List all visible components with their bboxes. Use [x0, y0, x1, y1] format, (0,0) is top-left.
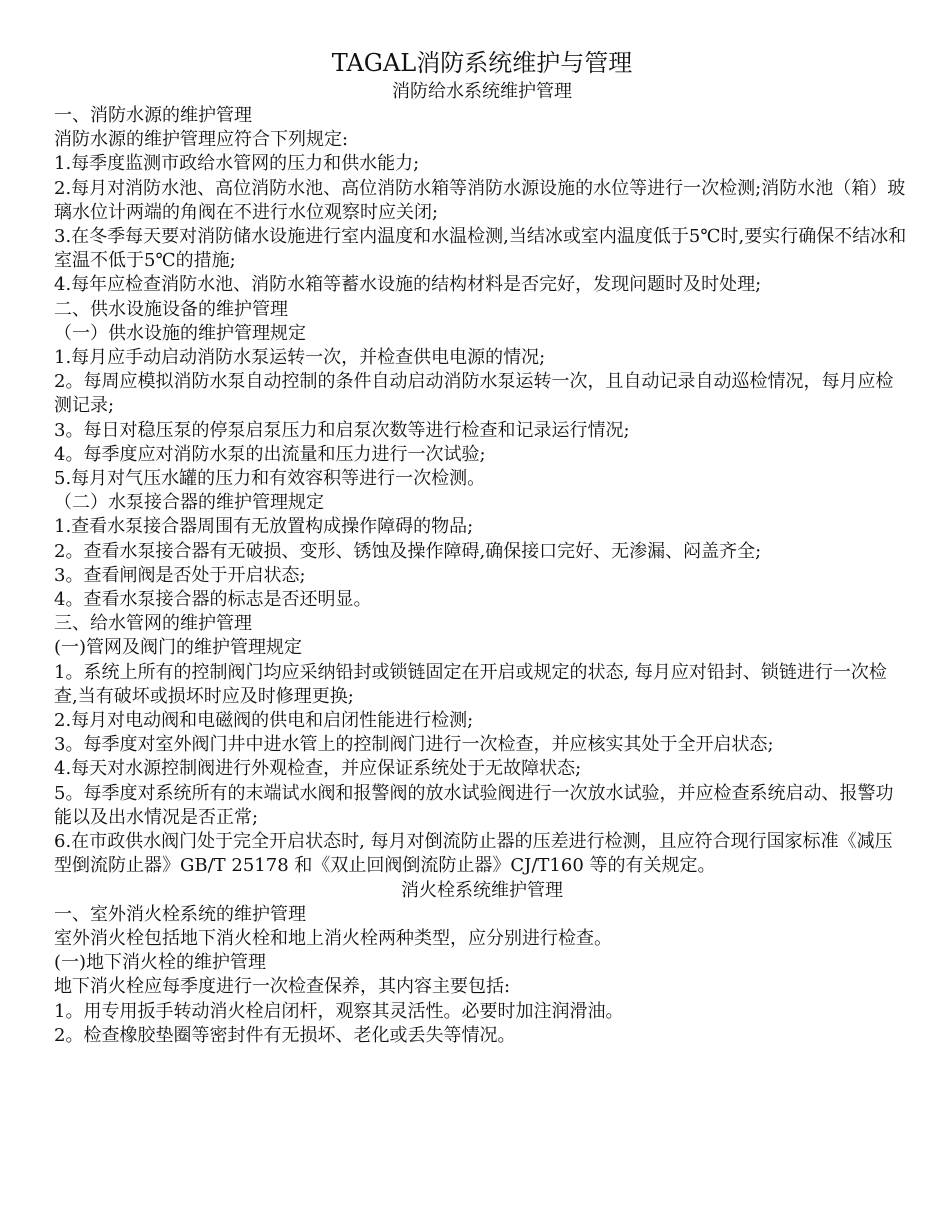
- paragraph-line: 1。用专用扳手转动消火栓启闭杆，观察其灵活性。必要时加注润滑油。: [54, 1000, 624, 1022]
- document-body: [54, 104, 910, 1048]
- paragraph-line: 2。每周应模拟消防水泵自动控制的条件自动启动消防水泵运转一次，且自动记录自动巡检情况，每月应检测记录;: [54, 371, 894, 417]
- paragraph-line: 消防水源的维护管理应符合下列规定:: [54, 129, 349, 151]
- paragraph-line: 2。检查橡胶垫圈等密封件有无损坏、老化或丢失等情况。: [54, 1024, 516, 1046]
- paragraph-line: 4.每天对水源控制阀进行外观检查，并应保证系统处于无故障状态;: [54, 758, 582, 780]
- paragraph-line: 1。系统上所有的控制阀门均应采纳铅封或锁链固定在开启或规定的状态, 每月应对铅封、锁链进行一次检查,当有破坏或损坏时应及时修理更换;: [54, 661, 887, 707]
- paragraph-line: 一、消防水源的维护管理: [54, 105, 252, 126]
- paragraph-line: (一)地下消火栓的维护管理: [54, 952, 267, 974]
- paragraph-line: 5。每季度对系统所有的末端试水阀和报警阀的放水试验阀进行一次放水试验，并应检查系统启动、报警功能以及出水情况是否正常;: [54, 782, 894, 828]
- section-heading: 消火栓系统维护管理: [401, 879, 563, 901]
- paragraph-line: 4.每年应检查消防水池、消防水箱等蓄水设施的结构材料是否完好，发现问题时及时处理;: [54, 274, 762, 296]
- document-subtitle: 消防给水系统维护管理: [392, 81, 572, 102]
- paragraph-line: 2.每月对电动阀和电磁阀的供电和启闭性能进行检测;: [54, 710, 474, 732]
- paragraph-line: 3.在冬季每天要对消防储水设施进行室内温度和水温检测,当结冰或室内温度低于5℃时,要实行确保不结冰和室温不低于5℃的措施;: [54, 226, 907, 272]
- paragraph-line: 2。查看水泵接合器有无破损、变形、锈蚀及操作障碍,确保接口完好、无渗漏、闷盖齐全;: [54, 540, 762, 562]
- paragraph-line: 6.在市政供水阀门处于完全开启状态时, 每月对倒流防止器的压差进行检测，且应符合现行国家标准《减压型倒流防止器》GB/T 25178 和《双止回阀倒流防止器》CJ/T160 等的有关规定。: [54, 831, 893, 877]
- paragraph-line: (一)管网及阀门的维护管理规定: [54, 637, 303, 659]
- paragraph-line: （一）供水设施的维护管理规定: [54, 322, 306, 344]
- paragraph-line: 4。查看水泵接合器的标志是否还明显。: [54, 589, 372, 611]
- paragraph-line: 5.每月对气压水罐的压力和有效容积等进行一次检测。: [54, 468, 486, 490]
- paragraph-line: 三、给水管网的维护管理: [54, 613, 252, 635]
- paragraph-line: 1.每月应手动启动消防水泵运转一次，并检查供电电源的情况;: [54, 347, 546, 369]
- paragraph-line: 1.每季度监测市政给水管网的压力和供水能力;: [54, 153, 420, 175]
- document-title: TAGAL消防系统维护与管理: [331, 49, 633, 77]
- paragraph-line: 室外消火栓包括地下消火栓和地上消火栓两种类型，应分别进行检查。: [54, 927, 612, 949]
- paragraph-line: 1.查看水泵接合器周围有无放置构成操作障碍的物品;: [54, 516, 474, 538]
- paragraph-line: 2.每月对消防水池、高位消防水池、高位消防水箱等消防水源设施的水位等进行一次检测;消防水池（箱）玻璃水位计两端的角阀在不进行水位观察时应关闭;: [54, 177, 906, 223]
- paragraph-line: 3。查看闸阀是否处于开启状态;: [54, 564, 306, 586]
- paragraph-line: 二、供水设施设备的维护管理: [54, 298, 288, 320]
- paragraph-line: 4。每季度应对消防水泵的出流量和压力进行一次试验;: [54, 443, 486, 465]
- paragraph-line: 3。每季度对室外阀门井中进水管上的控制阀门进行一次检查，并应核实其处于全开启状态;: [54, 734, 774, 756]
- paragraph-line: 一、室外消火栓系统的维护管理: [54, 903, 306, 925]
- paragraph-line: （二）水泵接合器的维护管理规定: [54, 492, 324, 514]
- paragraph-line: 地下消火栓应每季度进行一次检查保养，其内容主要包括:: [54, 976, 511, 998]
- paragraph-line: 3。每日对稳压泵的停泵启泵压力和启泵次数等进行检查和记录运行情况;: [54, 419, 630, 441]
